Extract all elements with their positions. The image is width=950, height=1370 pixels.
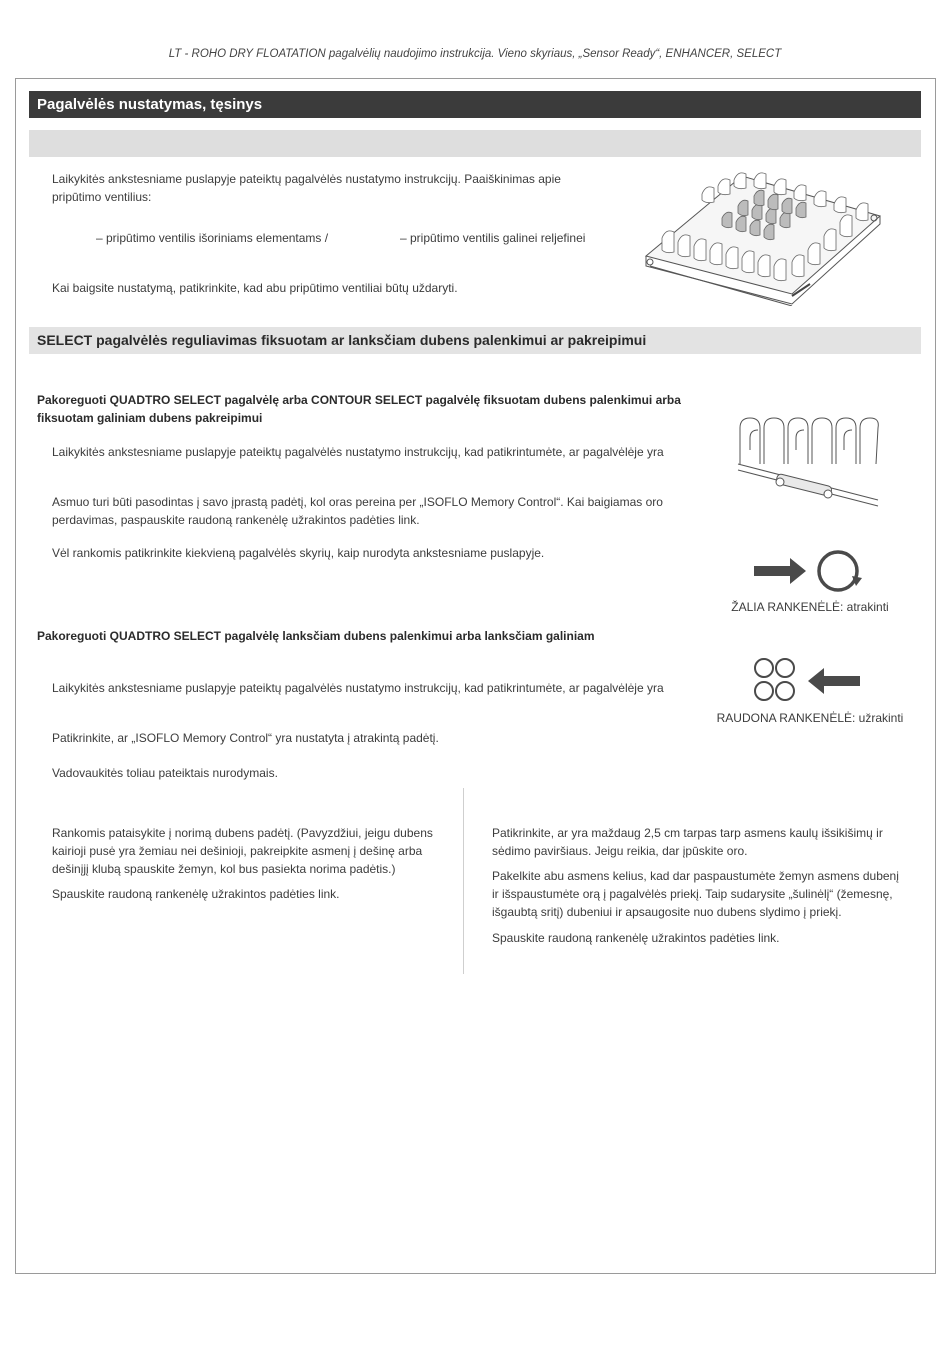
lock-knob-illustration — [752, 656, 864, 704]
flex-adjust-step1: Laikykitės ankstesniame puslapyje pateiktų pagalvėlės nustatymo instrukcijų, kad patikrintumėte, ar pagalvėlėje yra — [52, 681, 664, 695]
section-title-setup-continued: Pagalvėlės nustatymas, tęsinys — [29, 91, 921, 118]
memory-control-illustration — [736, 414, 880, 510]
fixed-adjust-step1: Laikykitės ankstesniame puslapyje pateiktų pagalvėlės nustatymo instrukcijų, kad patikrintumėte, ar pagalvėlėje yra — [52, 445, 664, 459]
section-title-select-adjustment: SELECT pagalvėlės reguliavimas fiksuotam ar lanksčiam dubens palenkimui ar pakreipimui — [29, 327, 921, 354]
column-divider — [463, 788, 464, 974]
section-subbar — [29, 130, 921, 157]
right-column-step2: Pakelkite abu asmens kelius, kad dar paspaustumėte žemyn asmens dubenį ir išspaustumėte orą į pagalvėlės priekį. Taip sudarysite „šulinėlį“ (žemesnę, išgaubtą sritį) dubeniui ir apsaugosite nuo dubens slydimo į priekį. — [492, 869, 899, 919]
green-knob-caption: ŽALIA RANKENĖLĖ: atrakinti — [731, 600, 889, 614]
flex-adjust-step3: Vadovaukitės toliau pateiktais nurodymais. — [52, 766, 278, 780]
unlock-knob-illustration — [752, 548, 864, 596]
left-column-step2: Spauskite raudoną rankenėlę užrakintos padėties link. — [52, 887, 340, 901]
running-header: LT - ROHO DRY FLOATATION pagalvėlių naudojimo instrukcija. Vieno skyriaus, „Sensor Ready“, ENHANCER, SELECT — [168, 48, 782, 60]
valve-rear-text: – pripūtimo ventilis galinei reljefinei — [400, 231, 586, 245]
fixed-adjust-step3: Vėl rankomis patikrinkite kiekvieną pagalvėlės skyrių, kaip nurodyta ankstesniame puslapyje. — [52, 546, 545, 560]
flex-adjust-step2: Patikrinkite, ar „ISOFLO Memory Control“ yra nustatyta į atrakintą padėtį. — [52, 731, 439, 745]
cushion-illustration — [642, 166, 886, 306]
fixed-adjust-step2: Asmuo turi būti pasodintas į savo įprastą padėtį, kol oras pereina per „ISOFLO Memory Control“. Kai baigiamas oro perdavimas, paspauskite raudoną rankenėlę užrakintos padėties link. — [52, 495, 663, 527]
setup-intro-text: Laikykitės ankstesniame puslapyje pateiktų pagalvėlės nustatymo instrukcijų. Paaiškinimas apie pripūtimo ventilius: — [52, 172, 561, 204]
valve-outer-text: – pripūtimo ventilis išoriniams elementams / — [96, 231, 329, 245]
right-column-step3: Spauskite raudoną rankenėlę užrakintos padėties link. — [492, 931, 780, 945]
left-column-step1: Rankomis pataisykite į norimą dubens padėtį. (Pavyzdžiui, jeigu dubens kairioji pusė yra žemiau nei dešinioji, pakreipkite asmenį į dešinę arba dešinįjį klubą spauskite žemyn, kol bus pasiekta norima padėtis.) — [52, 826, 433, 876]
setup-closing-text: Kai baigsite nustatymą, patikrinkite, kad abu pripūtimo ventiliai būtų uždaryti. — [52, 281, 458, 295]
red-knob-caption: RAUDONA RANKENĖLĖ: užrakinti — [716, 711, 904, 725]
right-column-step1: Patikrinkite, ar yra maždaug 2,5 cm tarpas tarp asmens kaulų išsikišimų ir sėdimo paviršiaus. Jeigu reikia, dar įpūskite oro. — [492, 826, 883, 858]
flex-adjust-heading: Pakoreguoti QUADTRO SELECT pagalvėlę lanksčiam dubens palenkimui arba lanksčiam galiniam — [37, 629, 595, 643]
fixed-adjust-heading: Pakoreguoti QUADTRO SELECT pagalvėlę arba CONTOUR SELECT pagalvėlę fiksuotam dubens palenkimui arba fiksuotam galiniam dubens pakreipimui — [37, 393, 681, 425]
